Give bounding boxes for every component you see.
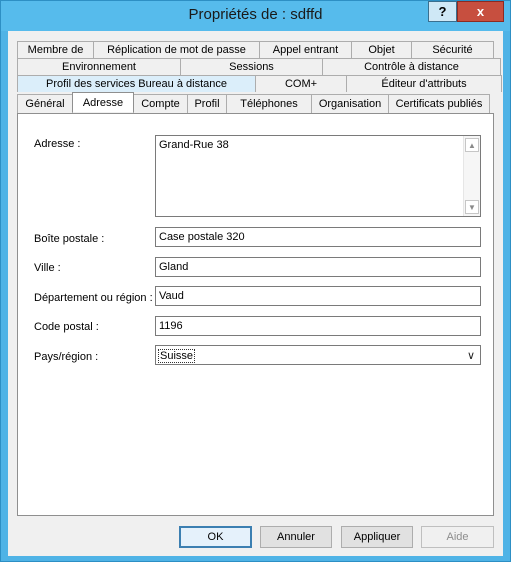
tab-appel-entrant[interactable]: Appel entrant	[259, 41, 352, 58]
tab-adresse[interactable]: Adresse	[72, 92, 134, 112]
tab-organisation[interactable]: Organisation	[311, 94, 389, 113]
country-label: Pays/région :	[34, 351, 99, 363]
help-button[interactable]: ?	[428, 1, 457, 22]
tab-row-2	[17, 58, 501, 75]
tab-replication[interactable]: Réplication de mot de passe	[93, 41, 260, 58]
tab-sessions[interactable]: Sessions	[180, 58, 323, 75]
tab-profil[interactable]: Profil	[187, 94, 227, 113]
tab-profil-bureau-distance[interactable]: Profil des services Bureau à distance	[17, 75, 256, 92]
help-dialog-button[interactable]: Aide	[421, 526, 494, 548]
tab-general[interactable]: Général	[17, 94, 73, 113]
country-select[interactable]	[155, 345, 481, 365]
zip-label: Code postal :	[34, 321, 99, 333]
apply-button[interactable]: Appliquer	[341, 526, 413, 548]
tab-row-1	[17, 41, 494, 58]
tab-com-plus[interactable]: COM+	[255, 75, 347, 92]
street-label: Adresse :	[34, 138, 81, 150]
street-textarea[interactable]	[155, 135, 481, 217]
dialog-client	[8, 31, 503, 556]
tab-compte[interactable]: Compte	[133, 94, 188, 113]
po-box-input[interactable]: Case postale 320	[155, 227, 481, 247]
city-label: Ville :	[34, 262, 61, 274]
title-bar[interactable]	[1, 1, 510, 31]
address-panel	[17, 113, 494, 516]
chevron-up-icon[interactable]: ▲	[465, 138, 479, 152]
tab-certificats-publies[interactable]: Certificats publiés	[388, 94, 490, 113]
tab-controle-distance[interactable]: Contrôle à distance	[322, 58, 501, 75]
tab-row-4	[17, 94, 490, 113]
state-input[interactable]: Vaud	[155, 286, 481, 306]
tab-telephones[interactable]: Téléphones	[226, 94, 312, 113]
chevron-down-icon[interactable]: ∨	[466, 349, 476, 362]
tab-membre-de[interactable]: Membre de	[17, 41, 94, 58]
tab-editeur-attributs[interactable]: Éditeur d'attributs	[346, 75, 502, 92]
ok-button[interactable]: OK	[179, 526, 252, 548]
street-value: Grand-Rue 38	[159, 139, 229, 151]
cancel-button[interactable]: Annuler	[260, 526, 332, 548]
tab-objet[interactable]: Objet	[351, 41, 412, 58]
window-title: Propriétés de : sdffd	[188, 6, 323, 23]
tab-securite[interactable]: Sécurité	[411, 41, 494, 58]
tab-row-3	[17, 75, 502, 92]
street-scrollbar[interactable]	[463, 136, 480, 216]
country-value: Suisse	[160, 350, 194, 362]
chevron-down-icon[interactable]: ▼	[465, 200, 479, 214]
close-button[interactable]: x	[457, 1, 504, 22]
tab-environnement[interactable]: Environnement	[17, 58, 181, 75]
state-label: Département ou région :	[34, 292, 153, 304]
zip-input[interactable]: 1196	[155, 316, 481, 336]
po-box-label: Boîte postale :	[34, 233, 105, 245]
city-input[interactable]: Gland	[155, 257, 481, 277]
